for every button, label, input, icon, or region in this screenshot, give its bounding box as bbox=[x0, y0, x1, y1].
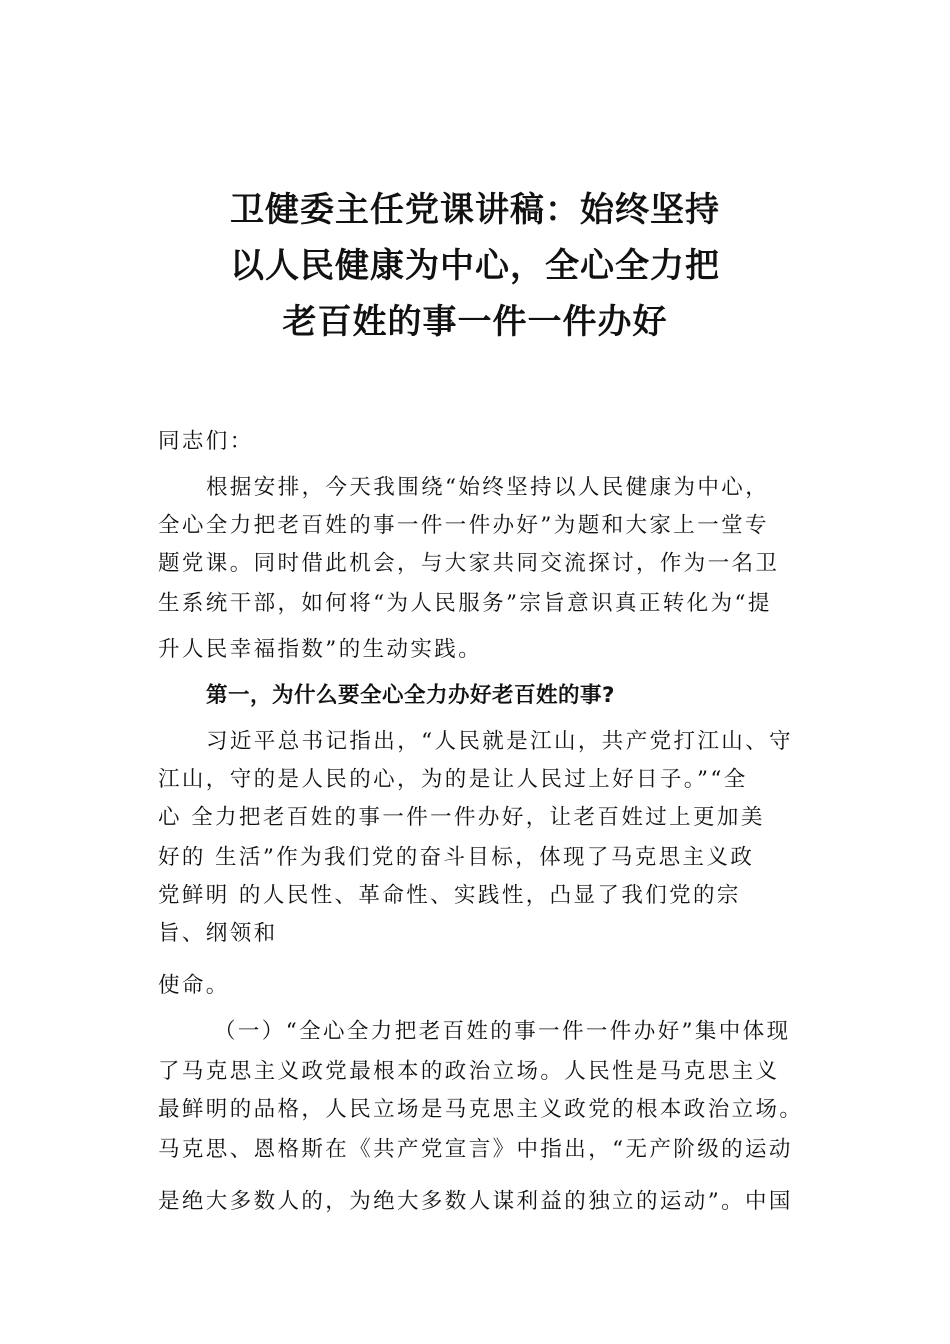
document-title bbox=[150, 182, 800, 350]
paragraph-line: 习近平总书记指出，“人民就是江山，共产党打江山、守 bbox=[206, 729, 793, 754]
paragraph-line: 根据安排，今天我围绕“始终坚持以人民健康为中心， bbox=[206, 475, 770, 500]
paragraph-line: 旨、纲领和 bbox=[158, 921, 278, 946]
paragraph-line: 生系统干部，如何将“为人民服务”宗旨意识真正转化为“提 bbox=[158, 591, 772, 616]
paragraph-line: （一）“全心全力把老百姓的事一件一件办好”集中体现 bbox=[214, 1019, 791, 1044]
paragraph-line: 使命。 bbox=[158, 973, 230, 998]
title-line-2: 以人民健康为中心，全心全力把 bbox=[230, 246, 720, 286]
paragraph-line: 升人民幸福指数”的生动实践。 bbox=[158, 637, 483, 662]
paragraph-line: 马克思、恩格斯在《共产党宣言》中指出，“无产阶级的运动 bbox=[158, 1137, 793, 1162]
paragraph-line: 好的 生活”作为我们党的奋斗目标，体现了马克思主义政 bbox=[158, 845, 755, 870]
salutation: 同志们： bbox=[158, 429, 254, 454]
paragraph-line: 党鲜明 的人民性、革命性、实践性，凸显了我们党的宗 bbox=[158, 883, 741, 908]
paragraph-line: 最鲜明的品格，人民立场是马克思主义政党的根本政治立场。 bbox=[158, 1097, 804, 1122]
paragraph-line: 全心全力把老百姓的事一件一件办好”为题和大家上一堂专 bbox=[158, 513, 769, 538]
title-line-1: 卫健委主任党课讲稿：始终坚持 bbox=[230, 190, 720, 230]
paragraph-line: 江山，守的是人民的心，为的是让人民过上好日子。”“全 bbox=[158, 767, 748, 792]
paragraph-line: 是绝大多数人的，为绝大多数人谋利益的独立的运动”。中国 bbox=[158, 1189, 793, 1214]
paragraph-line: 了马克思主义政党最根本的政治立场。人民性是马克思主义 bbox=[158, 1059, 780, 1084]
paragraph-line: 题党课。同时借此机会，与大家共同交流探讨，作为一名卫 bbox=[158, 551, 780, 576]
paragraph-line: 心 全力把老百姓的事一件一件办好，让老百姓过上更加美 bbox=[158, 805, 765, 830]
title-line-3: 老百姓的事一件一件办好 bbox=[282, 302, 668, 342]
section-heading-1: 第一，为什么要全心全力办好老百姓的事? bbox=[206, 683, 615, 708]
